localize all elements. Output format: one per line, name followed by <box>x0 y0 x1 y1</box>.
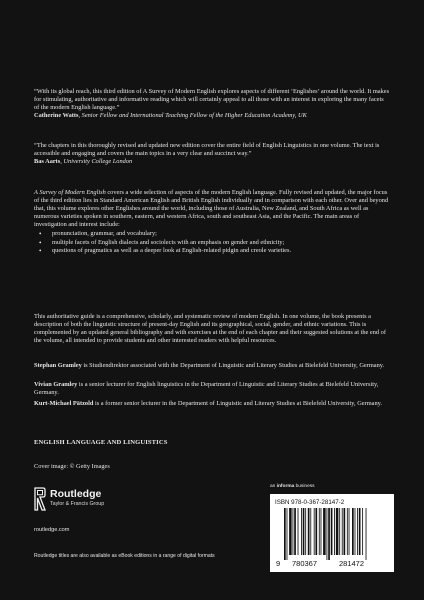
barcode-bar <box>293 508 294 555</box>
publisher-group: Taylor & Francis Group <box>50 501 105 507</box>
book-title: A Survey of Modern English <box>34 189 106 196</box>
author-name: Vivian Gramley <box>34 381 78 388</box>
barcode-bar <box>328 508 330 560</box>
barcode-bar <box>310 508 311 555</box>
publisher-url: routledge.com <box>34 527 70 533</box>
quote-affiliation: , Senior Fellow and International Teaching Fellow of the Higher Education Academy, UK <box>78 112 307 120</box>
barcode-bar <box>327 508 328 560</box>
quote-affiliation: , University College London <box>60 158 133 166</box>
barcode-bar <box>342 508 343 555</box>
barcode-bar <box>355 508 356 555</box>
barcode-bar <box>362 508 363 555</box>
book-summary <box>34 313 390 345</box>
barcode-bar <box>323 508 326 555</box>
isbn-text: ISBN 978-0-367-28147-2 <box>275 499 345 506</box>
quote-attribution <box>34 112 390 120</box>
barcode-bar <box>339 508 340 555</box>
parent-company: an informa business <box>270 484 315 489</box>
barcode-bar <box>294 508 296 555</box>
series-title: ENGLISH LANGUAGE AND LINGUISTICS <box>34 439 168 446</box>
ebook-note: Routledge titles are also available as eBook editions in a range of digital formats <box>34 553 215 559</box>
author-bio: Stephan Gramley is Studiendirektor associated with the Department of Linguistic and Literary Studies at Bielefeld University, Germany. <box>34 362 385 369</box>
barcode-bar <box>357 508 358 555</box>
quote-author: Bas Aarts <box>34 158 61 166</box>
author-name: Stephan Gramley <box>34 362 82 369</box>
author-bio: Kurt-Michael Pätzold is a former senior lecturer in the Department of Linguistic and Literary Studies at Bielefeld University, Germany. <box>34 400 382 407</box>
barcode-bar <box>301 508 302 555</box>
barcode-bar <box>284 508 286 560</box>
barcode-bar <box>321 508 322 555</box>
barcode-bar <box>314 508 315 555</box>
topics-list <box>34 230 390 254</box>
barcode-bar <box>359 508 361 555</box>
quote-text: “The chapters in this thoroughly revised and updated new edition cover the entire field of English Linguistics in one volume. The text is accessible and engaging and covers the main topics in a very clear and succinct way.” <box>34 142 380 158</box>
barcode-digits-right: 281472 <box>339 559 365 568</box>
barcode-bar <box>305 508 306 555</box>
barcode-bar <box>298 508 299 555</box>
endorsement-quote <box>34 88 390 120</box>
barcode-bar <box>347 508 348 555</box>
barcode-bar <box>349 508 350 555</box>
list-item: • pronunciation, grammar, and vocabulary; <box>48 230 390 238</box>
author-bio: Vivian Gramley is a senior lecturer for English linguistics in the Department of Linguistic and Literary Studies at Bielefeld University, Germany. <box>34 381 379 397</box>
list-item: • multiple facets of English dialects and sociolects with an emphasis on gender and ethnicity; <box>48 239 390 247</box>
barcode-digits-left: 780367 <box>292 559 318 568</box>
description-intro: A Survey of Modern English covers a wide selection of aspects of the modern English language. Fully revised and updated, the major focus of the third edition lies in Standard American English and British English individually and in comparison with each other. Over and beyond that, this volume explores other Englishes around the world, including those of Australia, New Zealand, and South Africa as well as numerous varieties spoken in southern, eastern, and western Africa, south and southeast Asia, and the Pacific. The main areas of investigation and interest include: <box>34 189 389 229</box>
quote-text: “With its global reach, this third edition of A Survey of Modern English explores aspects of different ‘Englishes’ around the world. It makes for stimulating, authoritative and informative reading which will certainly appeal to all those with an interest in exploring the many facets of the modern English language.” <box>34 88 390 112</box>
barcode-bar <box>287 508 288 560</box>
barcode-icon <box>284 508 390 560</box>
author-name: Kurt-Michael Pätzold <box>34 400 94 407</box>
list-item: • questions of pragmatics as well as a deeper look at English-related pidgin and creole varieties. <box>48 247 390 255</box>
barcode-bar <box>289 508 292 555</box>
barcode-bar <box>315 508 317 555</box>
quote-attribution <box>34 158 390 166</box>
quote-author: Catherine Watts <box>34 112 79 120</box>
publisher-name: Routledge <box>50 488 102 500</box>
barcode-bar <box>336 508 339 555</box>
barcode-bar <box>334 508 335 555</box>
book-description <box>34 189 390 255</box>
routledge-logo-icon <box>34 487 46 511</box>
barcode-digit-first: 9 <box>276 559 281 568</box>
publisher-logo <box>34 486 184 526</box>
endorsement-quote <box>34 142 390 166</box>
summary-paragraph: This authoritative guide is a comprehensive, scholarly, and systematic review of modern English. In one volume, the book presents a description of both the linguistic structure of present-day English and its geographical, social, gender, and ethnic variations. This is complemented by an updated general bibliography and with exercises at the end of each chapter and their suggested solutions at the end of the volume, all intended to provide students and other interested readers with helpful resources. <box>34 313 386 345</box>
barcode-bar <box>366 508 367 560</box>
barcode-bar <box>344 508 346 555</box>
barcode-bar <box>308 508 310 555</box>
barcode-bar <box>331 508 333 555</box>
barcode-bar <box>319 508 320 555</box>
barcode-bar <box>303 508 305 555</box>
cover-credit: Cover image: © Getty Images <box>34 463 110 470</box>
barcode-bar <box>352 508 354 555</box>
